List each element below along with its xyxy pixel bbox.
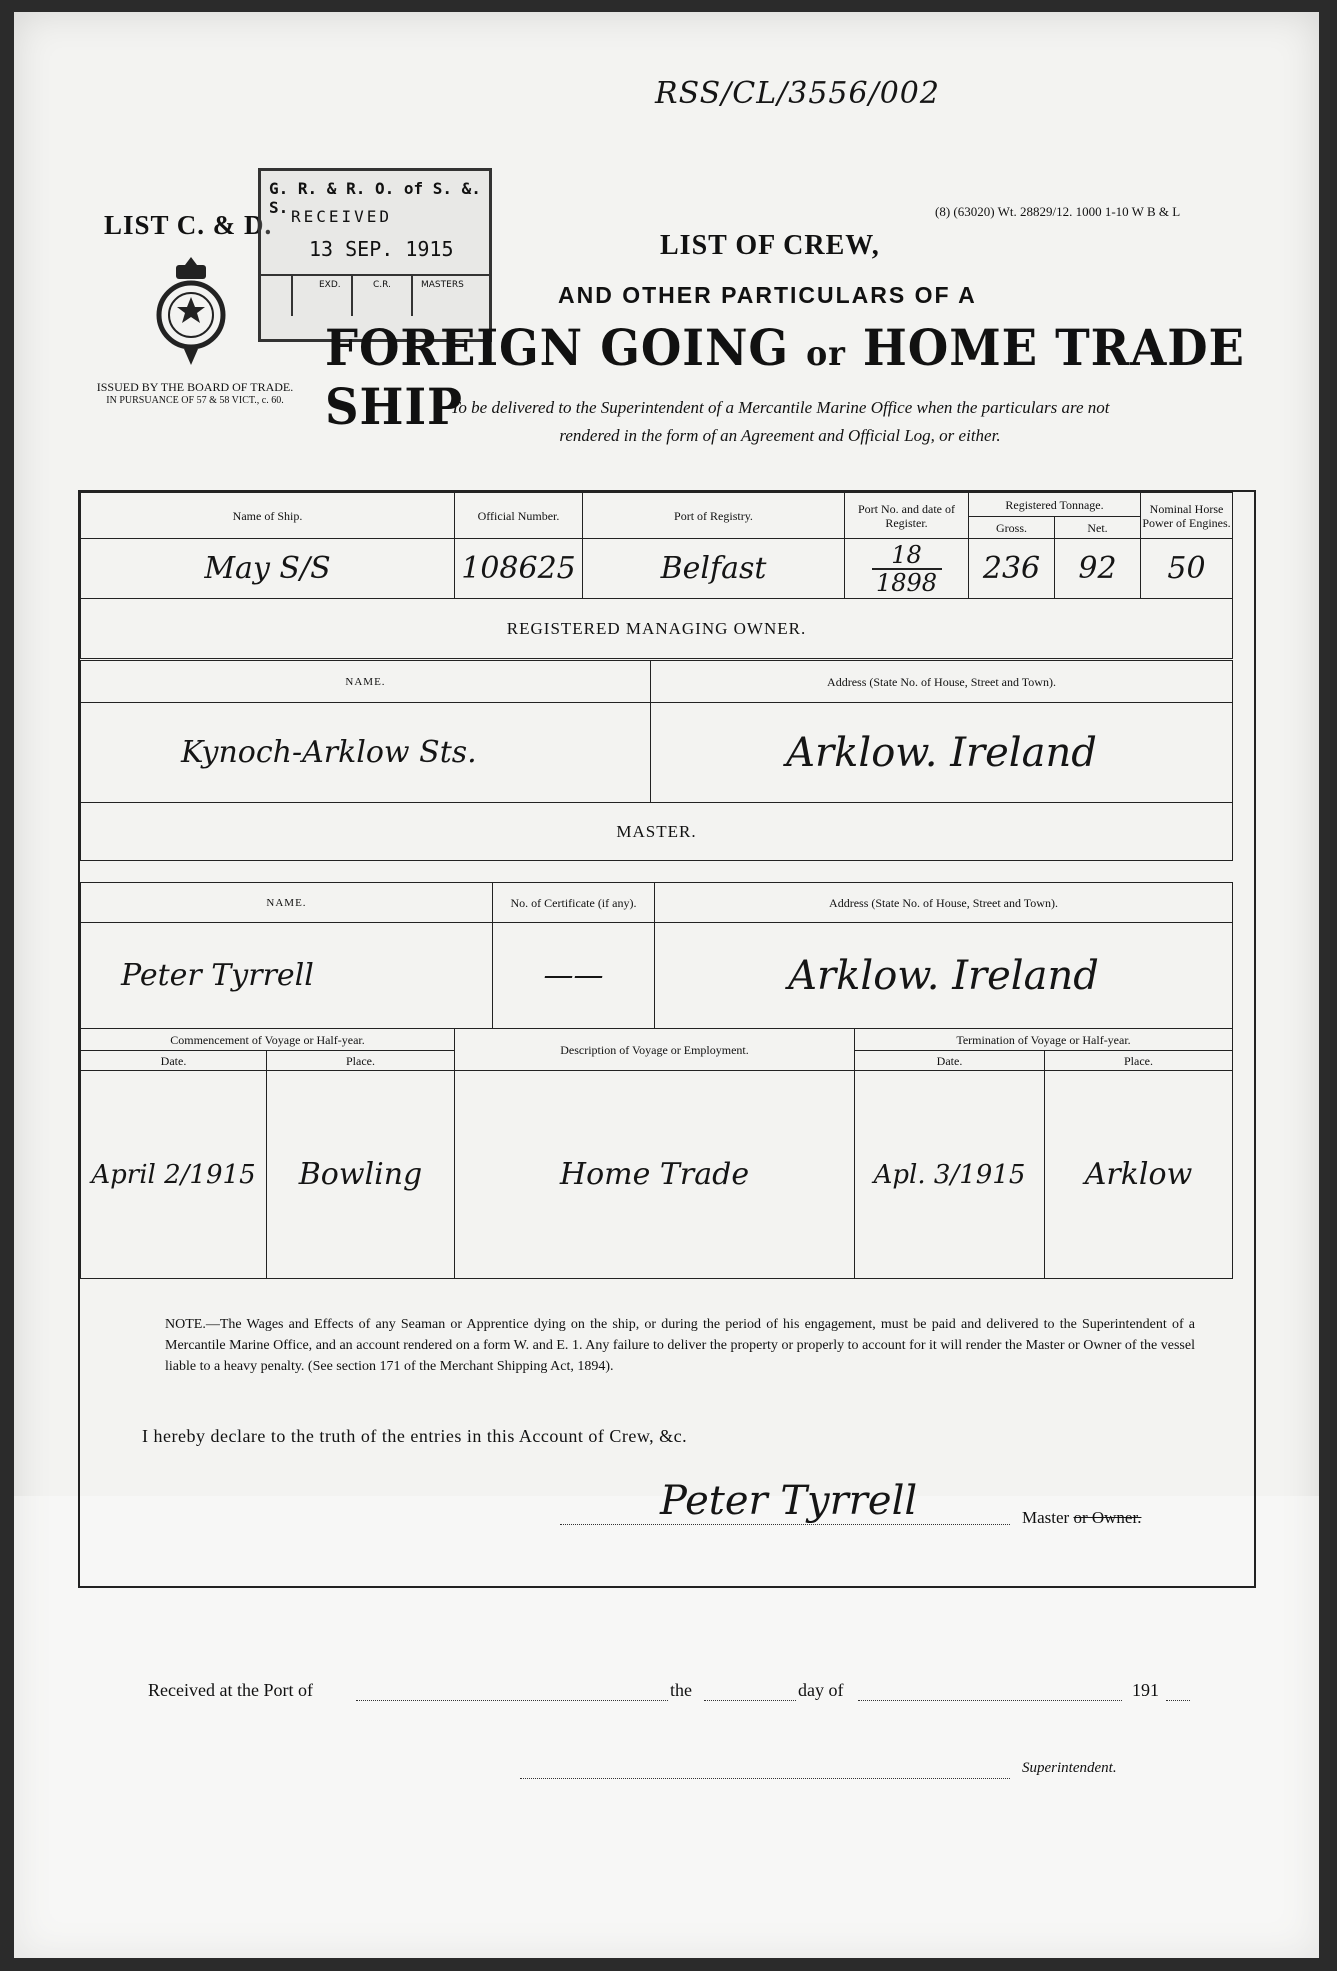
superintendent-label: Superintendent. [1022, 1760, 1117, 1776]
owner-table [80, 660, 1233, 861]
form-subtitle: AND OTHER PARTICULARS OF A [558, 282, 977, 308]
start-place-header: Place. [267, 1051, 455, 1071]
list-label: LIST C. & D. [104, 210, 273, 240]
official-number-value: 108625 [455, 539, 583, 599]
master-address-header: Address (State No. of House, Street and Town). [655, 883, 1233, 923]
declaration: I hereby declare to the truth of the entries in this Account of Crew, &c. [142, 1426, 688, 1446]
start-place-value: Bowling [267, 1071, 455, 1279]
col-net: Net. [1055, 517, 1141, 539]
master-name-value: Peter Tyrrell [81, 923, 493, 1029]
owner-address-value: Arklow. Ireland [651, 703, 1233, 803]
port-value: Belfast [583, 539, 845, 599]
certificate-header: No. of Certificate (if any). [493, 883, 655, 923]
signature-line [560, 1524, 1010, 1525]
delivery-instruction: To be delivered to the Superintendent of a Mercantile Marine Office when the particulars are not rendered in the form of an Agreement and Official Log, or either. [450, 398, 1110, 445]
master-signature: Peter Tyrrell [660, 1478, 918, 1524]
col-horse-power: Nominal Horse Power of Engines. [1141, 493, 1233, 539]
end-place-header: Place. [1045, 1051, 1233, 1071]
horse-power-value: 50 [1141, 539, 1233, 599]
note-paragraph: NOTE.—The Wages and Effects of any Seaman or Apprentice dying on the ship, or during the period of his engagement, must be paid and delivered to the Superintendent of a Mercantile Marine Office, and an account rendered on a form W. and E. 1. Any failure to deliver the property or properly to account for it will render the Master or Owner of the vessel liable to a heavy penalty. (See section 171 of the Merchant Shipping Act, 1894). [165, 1317, 1195, 1374]
master-address-value: Arklow. Ireland [655, 923, 1233, 1029]
form-title: LIST OF CREW, [660, 230, 880, 261]
issued-by: ISSUED BY THE BOARD OF TRADE. IN PURSUANCE OF 57 & 58 VICT., c. 60. [96, 380, 294, 406]
received-stamp: G. R. & R. O. of S. &. S. RECEIVED 13 SEP. 1915 EXD. C.R. MASTERS [258, 168, 492, 342]
col-gross: Gross. [969, 517, 1055, 539]
col-port-of-registry: Port of Registry. [583, 493, 845, 539]
ship-name-value: May S/S [81, 539, 455, 599]
end-date-value: Apl. 3/1915 [855, 1071, 1045, 1279]
description-header: Description of Voyage or Employment. [455, 1029, 855, 1071]
ship-table [80, 492, 1233, 659]
description-value: Home Trade [455, 1071, 855, 1279]
print-code: (8) (63020) Wt. 28829/12. 1000 1-10 W B & L [935, 204, 1181, 219]
superintendent-line [520, 1778, 1010, 1779]
master-name-header: NAME. [81, 883, 493, 923]
certificate-value: —— [493, 923, 655, 1029]
royal-crest-icon [152, 253, 230, 378]
commencement-header: Commencement of Voyage or Half-year. [81, 1029, 455, 1051]
archive-reference: RSS/CL/3556/002 [655, 76, 940, 111]
form-main-title: FOREIGN GOING or HOME TRADE SHIP [325, 318, 1245, 436]
termination-header: Termination of Voyage or Half-year. [855, 1029, 1233, 1051]
col-registered-tonnage: Registered Tonnage. [969, 493, 1141, 517]
owner-address-header: Address (State No. of House, Street and Town). [651, 661, 1233, 703]
col-port-number-date: Port No. and date of Register. [845, 493, 969, 539]
master-table [80, 882, 1233, 1029]
end-place-value: Arklow [1045, 1071, 1233, 1279]
voyage-table [80, 1028, 1233, 1279]
port-number-value: 18 1898 [845, 539, 969, 599]
owner-name-value: Kynoch-Arklow Sts. [81, 703, 651, 803]
start-date-header: Date. [81, 1051, 267, 1071]
owner-section-heading: REGISTERED MANAGING OWNER. [81, 599, 1233, 659]
gross-value: 236 [969, 539, 1055, 599]
signatory-label: Master or Owner. [1022, 1508, 1142, 1527]
col-name-of-ship: Name of Ship. [81, 493, 455, 539]
col-official-number: Official Number. [455, 493, 583, 539]
net-value: 92 [1055, 539, 1141, 599]
received-line: Received at the Port of the day of 191 [148, 1680, 1228, 1706]
master-section-heading: MASTER. [81, 803, 1233, 861]
owner-name-header: NAME. [81, 661, 651, 703]
start-date-value: April 2/1915 [81, 1071, 267, 1279]
end-date-header: Date. [855, 1051, 1045, 1071]
